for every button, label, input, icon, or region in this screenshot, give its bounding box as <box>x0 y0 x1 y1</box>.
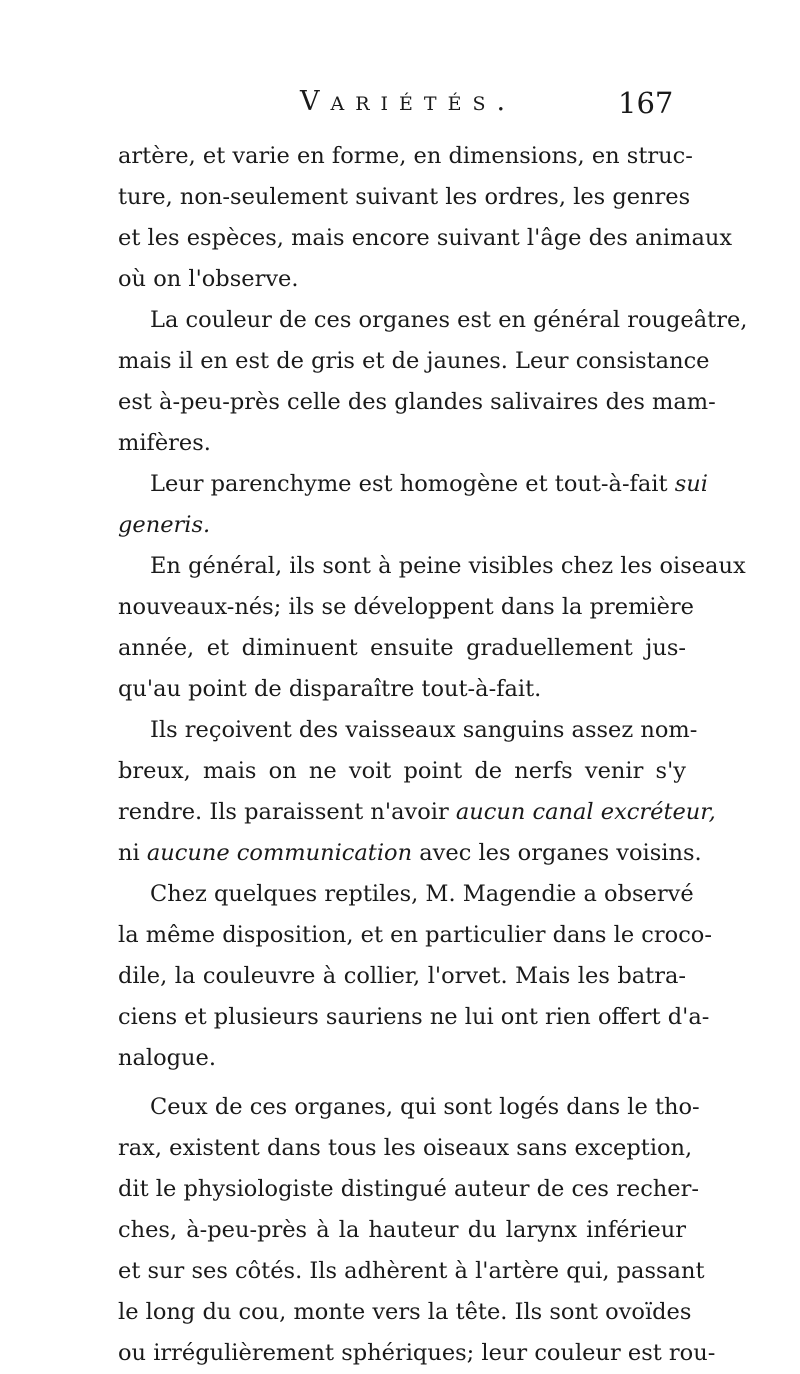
text-line: mifères. <box>118 430 211 456</box>
text-segment: avec les organes voisins. <box>419 840 702 866</box>
text-line <box>118 792 716 833</box>
italic-text: aucun canal excréteur, <box>455 799 716 825</box>
text-line: dit le physiologiste distingué auteur de ces recher- <box>118 1176 699 1202</box>
running-head <box>0 86 800 126</box>
text-line: et sur ses côtés. Ils adhèrent à l'artère qui, passant <box>118 1258 705 1284</box>
text-line: Ils reçoivent des vaisseaux sanguins assez nom- <box>150 717 698 743</box>
text-line: Ceux de ces organes, qui sont logés dans le tho- <box>150 1094 700 1120</box>
text-segment: rendre. Ils paraissent n'avoir <box>118 799 449 825</box>
text-line: breux, mais on ne voit point de nerfs venir s'y <box>118 758 686 784</box>
text-segment: Leur parenchyme est homogène et tout-à-fait <box>150 471 668 497</box>
italic-text: aucune communication <box>146 840 413 866</box>
text-line: ture, non-seulement suivant les ordres, les genres <box>118 184 691 210</box>
text-line: En général, ils sont à peine visibles chez les oiseaux <box>150 553 746 579</box>
text-line: La couleur de ces organes est en général rougeâtre, <box>150 307 748 333</box>
text-line: artère, et varie en forme, en dimensions, en struc- <box>118 143 693 169</box>
text-line: generis. <box>118 512 211 538</box>
text-line: dile, la couleuvre à collier, l'orvet. Mais les batra- <box>118 963 686 989</box>
text-segment: ni <box>118 840 140 866</box>
page-number: 167 <box>618 86 674 120</box>
text-line: ches, à-peu-près à la hauteur du larynx inférieur <box>118 1217 686 1243</box>
text-line: où on l'observe. <box>118 266 299 292</box>
italic-text: sui <box>674 471 708 497</box>
text-line: et les espèces, mais encore suivant l'âge des animaux <box>118 225 733 251</box>
text-line: ciens et plusieurs sauriens ne lui ont rien offert d'a- <box>118 1004 710 1030</box>
paragraph-gap <box>118 1079 686 1087</box>
text-line: le long du cou, monte vers la tête. Ils sont ovoïdes <box>118 1299 692 1325</box>
body-text <box>118 136 748 1374</box>
text-line: nouveaux-nés; ils se développent dans la première <box>118 594 695 620</box>
text-line: ou irrégulièrement sphériques; leur couleur est rou- <box>118 1340 716 1366</box>
text-line: nalogue. <box>118 1045 217 1071</box>
text-line: la même disposition, et en particulier dans le croco- <box>118 922 712 948</box>
text-line: année, et diminuent ensuite graduellement jus- <box>118 635 686 661</box>
text-line: Chez quelques reptiles, M. Magendie a observé <box>150 881 694 907</box>
text-line: rax, existent dans tous les oiseaux sans exception, <box>118 1135 693 1161</box>
text-line <box>118 833 702 874</box>
text-line: mais il en est de gris et de jaunes. Leur consistance <box>118 348 710 374</box>
text-line: est à-peu-près celle des glandes salivaires des mam- <box>118 389 716 415</box>
running-title: Variétés. <box>300 86 517 117</box>
text-line <box>118 464 708 505</box>
text-line: qu'au point de disparaître tout-à-fait. <box>118 676 542 702</box>
